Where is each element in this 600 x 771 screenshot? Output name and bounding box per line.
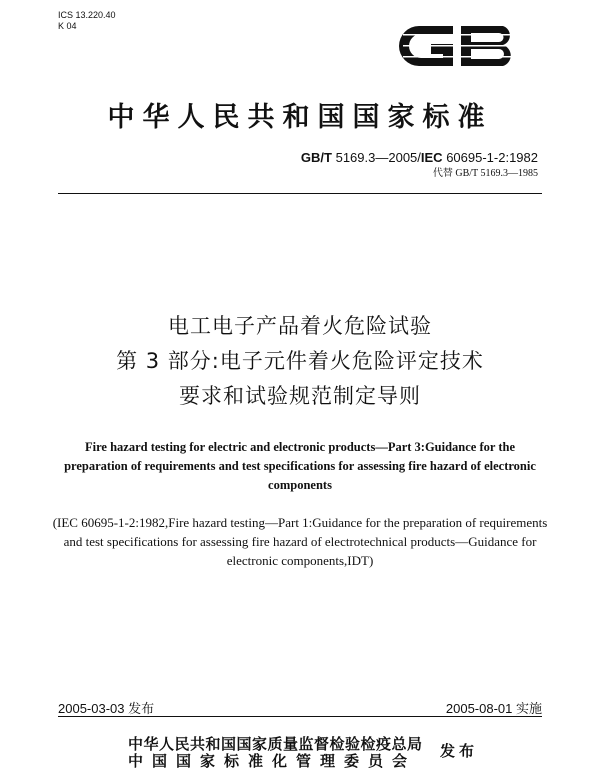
english-title: Fire hazard testing for electric and electronic products—Part 3:Guidance for the preparation of requirements and test specifications for assessing fire hazard of electronic components: [64, 440, 536, 492]
issuer-line-2: 中国国家标准化管理委员会: [128, 752, 417, 770]
publish-label: 发布: [440, 742, 479, 760]
chinese-title-line-2: 第 3 部分:电子元件着火危险评定技术: [116, 349, 484, 373]
replaces-note: 代替 GB/T 5169.3—1985: [432, 168, 538, 179]
header-divider: [58, 193, 542, 194]
gb-logo-text: GB: [397, 16, 399, 17]
gb-logo-graphic: [397, 16, 527, 76]
chinese-title-line-3: 要求和试验规范制定导则: [179, 384, 421, 408]
authority-title: 中华人民共和国国家标准: [107, 102, 493, 133]
ics-code-block: [58, 10, 116, 32]
gb-logo: [397, 16, 527, 76]
footer-divider: [58, 716, 542, 717]
standard-code-number: 5169.3—2005/: [335, 150, 421, 165]
iec-reference: (IEC 60695-1-2:1982,Fire hazard testing—Part 1:Guidance for the preparation of requirements and test specifications for assessing fire hazard of electrotechnical products—Guidance for electronic components,IDT): [52, 515, 548, 568]
iec-prefix: IEC: [420, 150, 443, 165]
issuer-line-1: 中华人民共和国国家质量监督检验检疫总局: [128, 735, 423, 753]
ics-code: ICS 13.220.40: [58, 10, 116, 20]
issue-date: 2005-03-03 发布: [58, 701, 155, 716]
iec-number: 60695-1-2:1982: [446, 150, 538, 165]
standard-code-prefix: GB/T: [300, 150, 332, 165]
k-code: K 04: [58, 21, 77, 31]
chinese-title-line-1: 电工电子产品着火危险试验: [168, 314, 432, 338]
standard-number: [301, 150, 538, 165]
implementation-date: 2005-08-01 实施: [445, 701, 542, 716]
